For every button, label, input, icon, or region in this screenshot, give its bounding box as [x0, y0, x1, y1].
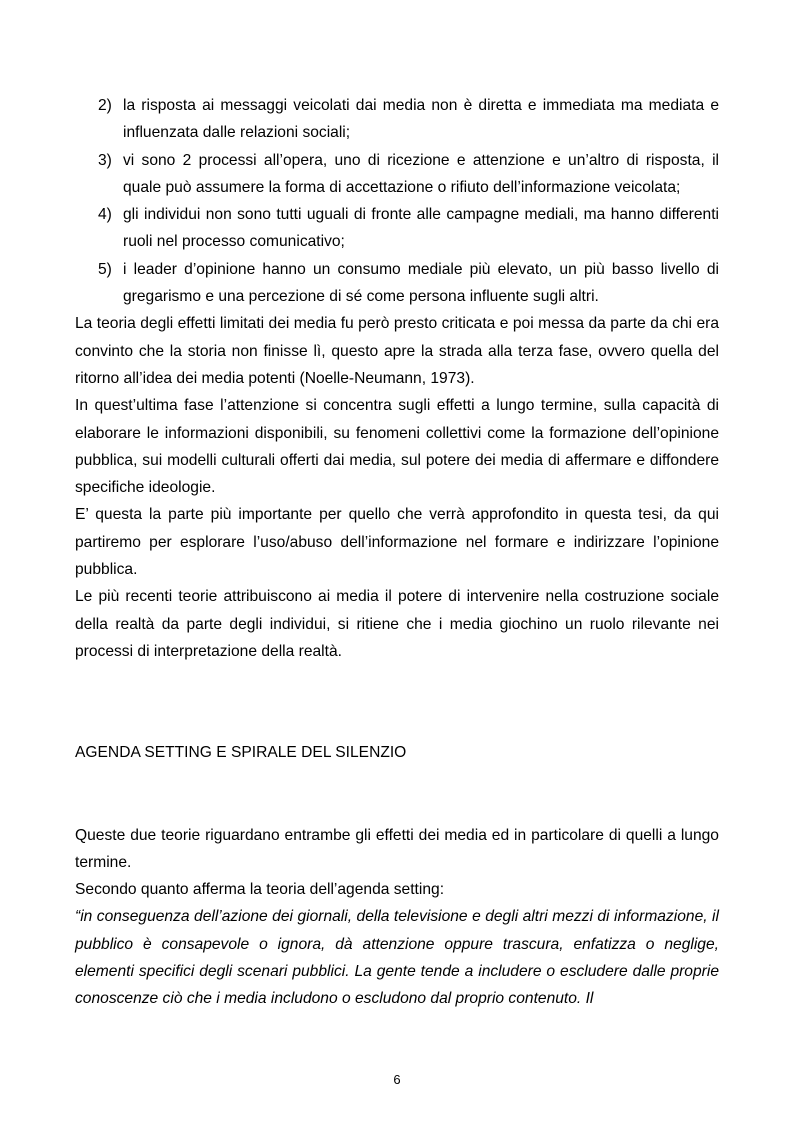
list-item [75, 201, 719, 256]
page-number: 6 [393, 1072, 401, 1087]
list-item-text: vi sono 2 processi all’opera, uno di ricezione e attenzione e un’altro di risposta, il quale può assumere la forma di accettazione o rifiuto dell’informazione veicolata; [123, 151, 719, 196]
paragraph: Queste due teorie riguardano entrambe gli effetti dei media ed in particolare di quelli a lungo termine. [75, 826, 719, 871]
list-item-number: 4) [98, 206, 112, 224]
section-heading: AGENDA SETTING E SPIRALE DEL SILENZIO [75, 744, 407, 762]
page-body [75, 92, 719, 1013]
list-item [75, 256, 719, 311]
list-item [75, 147, 719, 202]
list-item [75, 92, 719, 147]
list-item-text: la risposta ai messaggi veicolati dai media non è diretta e immediata ma mediata e influenzata dalle relazioni sociali; [123, 97, 719, 142]
quotation: “in conseguenza dell’azione dei giornali, della televisione e degli altri mezzi di informazione, il pubblico è consapevole o ignora, dà attenzione oppure trascura, enfatizza o neglige, elementi specifici degli scenari pubblici. La gente tende a includere o escludere dalle proprie conoscenze ciò che i media includono o escludono dal proprio contenuto. Il [75, 908, 719, 1008]
paragraph: Le più recenti teorie attribuiscono ai media il potere di intervenire nella costruzione sociale della realtà da parte degli individui, si ritiene che i media giochino un ruolo rilevante nei processi di interpretazione della realtà. [75, 588, 719, 660]
list-item-text: gli individui non sono tutti uguali di fronte alle campagne mediali, ma hanno differenti ruoli nel processo comunicativo; [123, 206, 719, 251]
list-item-text: i leader d’opinione hanno un consumo mediale più elevato, un più basso livello di gregarismo e una percezione di sé come persona influente sugli altri. [123, 260, 719, 306]
list-item-number: 2) [98, 97, 112, 114]
list-item-number: 5) [98, 260, 112, 278]
paragraph: Secondo quanto afferma la teoria dell’agenda setting: [75, 881, 445, 899]
paragraph: In quest’ultima fase l’attenzione si concentra sugli effetti a lungo termine, sulla capacità di elaborare le informazioni disponibili, su fenomeni collettivi come la formazione dell’opinione pubblica, sui modelli culturali offerti dai media, sul potere dei media di affermare e diffondere specifiche ideologie. [75, 397, 719, 497]
paragraph: La teoria degli effetti limitati dei media fu però presto criticata e poi messa da parte da chi era convinto che la storia non finisse lì, questo apre la strada alla terza fase, ovvero quella del ritorno all’idea dei media potenti (Noelle-Neumann, 1973). [75, 315, 719, 387]
list-item-number: 3) [98, 151, 112, 169]
paragraph: E’ questa la parte più importante per quello che verrà approfondito in questa tesi, da qui partiremo per esplorare l’uso/abuso dell’informazione nel formare e indirizzare l’opinione pubblica. [75, 506, 719, 579]
